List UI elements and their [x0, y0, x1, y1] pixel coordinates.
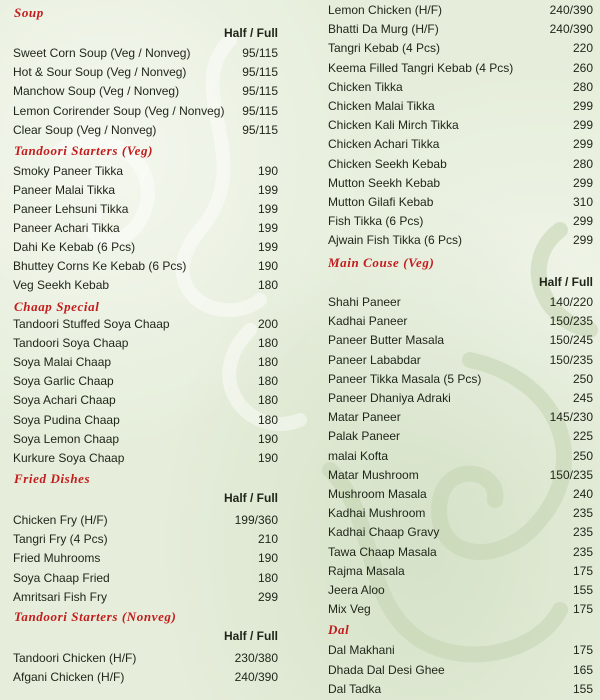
item-price: 240/390 [549, 3, 593, 17]
menu-item-lemon-chicken-h-f [318, 1, 600, 20]
item-name: Veg Seekh Kebab [13, 278, 110, 292]
item-price: 250 [572, 448, 593, 463]
menu-item-soya-chaap-fried [0, 569, 288, 588]
item-name: Soya Malai Chaap [13, 355, 112, 370]
menu-item-amritsari-fish-fry [0, 588, 288, 607]
menu-item-tawa-chaap-masala [318, 543, 600, 562]
item-name: Kurkure Soya Chaap [13, 450, 125, 465]
item-price: 180 [257, 355, 278, 370]
section-heading-tandoori-veg: Tandoori Starters (Veg) [14, 143, 154, 158]
item-name: Kadhai Paneer [328, 314, 408, 329]
item-name: Chicken Seekh Kebab [328, 156, 447, 171]
menu-item-sweet-corn-soup-veg-nonveg [0, 44, 288, 63]
menu-item-soya-malai-chaap [0, 353, 288, 372]
menu-item-veg-seekh-kebab [0, 276, 288, 295]
item-name: Rajma Masala [328, 563, 405, 578]
menu-item-bhuttey-corns-ke-kebab-6-pcs [0, 257, 288, 276]
item-price: 199 [257, 202, 278, 216]
item-price: 175 [572, 602, 593, 617]
item-name: Soya Chaap Fried [13, 570, 110, 585]
item-price: 150/235 [549, 314, 593, 329]
item-name: Paneer Achari Tikka [13, 221, 120, 235]
item-name: Ajwain Fish Tikka (6 Pcs) [328, 233, 463, 248]
item-name: Chicken Kali Mirch Tikka [328, 118, 459, 133]
menu-item-soya-garlic-chaap [0, 372, 288, 391]
item-price: 145/230 [549, 410, 593, 425]
item-name: Clear Soup (Veg / Nonveg) [13, 122, 157, 137]
menu-item-shahi-paneer [318, 293, 600, 312]
item-name: Paneer Butter Masala [328, 333, 445, 348]
item-price: 260 [572, 60, 593, 75]
menu-item-fried-muhrooms [0, 549, 288, 568]
item-price: 220 [572, 41, 593, 56]
menu-item-chicken-fry-h-f [0, 511, 288, 530]
item-price: 299 [572, 214, 593, 229]
menu-item-kadhai-paneer [318, 312, 600, 331]
item-price: 150/245 [549, 333, 593, 348]
item-name: Kadhai Chaap Gravy [328, 525, 440, 540]
item-name: Palak Paneer [328, 429, 401, 444]
item-name: Paneer Lehsuni Tikka [13, 202, 129, 216]
item-price: 200 [257, 317, 278, 331]
menu-item-matar-mushroom [318, 466, 600, 485]
menu-item-afgani-chicken-h-f [0, 668, 288, 687]
item-name: Amritsari Fish Fry [13, 589, 107, 604]
menu-item-dhada-dal-desi-ghee [318, 661, 600, 680]
item-price: 150/235 [549, 467, 593, 482]
item-price: 190 [257, 259, 278, 273]
item-price: 180 [257, 336, 278, 351]
menu-item-tandoori-soya-chaap [0, 334, 288, 353]
item-name: Dal Tadka [328, 682, 382, 697]
item-price: 180 [257, 374, 278, 389]
item-price: 190 [257, 551, 278, 566]
menu-item-mutton-gilafi-kebab [318, 193, 600, 212]
item-name: malai Kofta [328, 448, 389, 463]
item-name: Paneer Tikka Masala (5 Pcs) [328, 371, 482, 386]
item-name: Mutton Seekh Kebab [328, 175, 441, 190]
item-name: Mushroom Masala [328, 487, 427, 501]
item-price: 155 [572, 682, 593, 697]
section-heading-soup: Soup [14, 5, 44, 20]
item-name: Chicken Tikka [328, 79, 403, 94]
menu-item-tandoori-chicken-h-f [0, 649, 288, 668]
item-name: Matar Mushroom [328, 467, 419, 482]
menu-item-paneer-lababdar [318, 351, 600, 370]
menu-item-kadhai-mushroom [318, 504, 600, 523]
item-name: Lemon Chicken (H/F) [328, 3, 443, 17]
menu-item-soya-lemon-chaap [0, 430, 288, 449]
item-price: 199/360 [234, 513, 278, 527]
item-name: Chicken Malai Tikka [328, 99, 435, 113]
item-name: Bhuttey Corns Ke Kebab (6 Pcs) [13, 259, 187, 273]
item-price: 225 [572, 429, 593, 444]
item-name: Dhada Dal Desi Ghee [328, 662, 445, 677]
item-price: 190 [257, 164, 278, 178]
item-price: 299 [572, 137, 593, 152]
item-price: 240 [572, 487, 593, 501]
section-heading-fried: Fried Dishes [14, 471, 91, 486]
item-price: 245 [572, 391, 593, 405]
item-price: 180 [257, 278, 278, 292]
item-price: 199 [257, 240, 278, 254]
item-price: 310 [572, 195, 593, 209]
item-price: 140/220 [549, 295, 593, 309]
item-name: Fish Tikka (6 Pcs) [328, 214, 424, 229]
item-name: Mix Veg [328, 602, 371, 617]
item-name: Manchow Soup (Veg / Nonveg) [13, 84, 180, 99]
menu-item-dal-tadka [318, 680, 600, 699]
menu-item-hot-sour-soup-veg-nonveg [0, 63, 288, 82]
item-price: 199 [257, 183, 278, 197]
item-name: Afgani Chicken (H/F) [13, 670, 125, 684]
menu-item-paneer-achari-tikka [0, 219, 288, 238]
item-name: Keema Filled Tangri Kebab (4 Pcs) [328, 60, 514, 75]
item-price: 180 [257, 393, 278, 408]
item-name: Shahi Paneer [328, 295, 401, 309]
menu-item-clear-soup-veg-nonveg [0, 121, 288, 140]
section-heading-chaap: Chaap Special [14, 299, 100, 314]
menu-item-lemon-corirender-soup-veg-nonveg [0, 102, 288, 121]
item-name: Fried Muhrooms [13, 551, 101, 566]
item-name: Dahi Ke Kebab (6 Pcs) [13, 240, 136, 254]
item-price: 95/115 [242, 65, 278, 80]
item-price: 210 [257, 532, 278, 547]
item-price: 95/115 [242, 46, 278, 60]
menu-item-jeera-aloo [318, 581, 600, 600]
menu-item-bhatti-da-murg-h-f [318, 20, 600, 39]
menu-item-kurkure-soya-chaap [0, 449, 288, 468]
section-heading-main-veg: Main Couse (Veg) [328, 255, 435, 270]
menu-item-manchow-soup-veg-nonveg [0, 82, 288, 101]
item-price: 95/115 [242, 84, 278, 99]
item-name: Bhatti Da Murg (H/F) [328, 22, 439, 37]
item-price: 175 [572, 563, 593, 578]
item-price: 235 [572, 544, 593, 559]
item-name: Tandoori Stuffed Soya Chaap [13, 317, 170, 331]
menu-item-dahi-ke-kebab-6-pcs [0, 238, 288, 257]
menu-item-mutton-seekh-kebab [318, 174, 600, 193]
item-name: Matar Paneer [328, 410, 401, 425]
item-name: Jeera Aloo [328, 583, 385, 597]
item-name: Mutton Gilafi Kebab [328, 195, 434, 209]
item-price: 299 [572, 99, 593, 113]
item-price: 190 [257, 450, 278, 465]
item-price: 235 [572, 506, 593, 521]
menu-item-dal-makhani [318, 641, 600, 660]
item-price: 180 [257, 570, 278, 585]
menu-item-keema-filled-tangri-kebab-4-pcs [318, 59, 600, 78]
item-name: Tangri Fry (4 Pcs) [13, 532, 108, 547]
item-name: Soya Lemon Chaap [13, 431, 120, 446]
item-price: 280 [572, 156, 593, 171]
menu-item-malai-kofta [318, 447, 600, 466]
half-full-label: Half / Full [224, 26, 278, 40]
menu-item-mix-veg [318, 600, 600, 619]
item-price: 180 [257, 412, 278, 427]
item-name: Tandoori Soya Chaap [13, 336, 129, 351]
item-price: 299 [572, 233, 593, 248]
item-name: Smoky Paneer Tikka [13, 164, 124, 178]
menu-item-mushroom-masala [318, 485, 600, 504]
item-price: 95/115 [242, 103, 278, 118]
menu-item-soya-achari-chaap [0, 391, 288, 410]
half-full-label: Half / Full [224, 629, 278, 643]
item-name: Lemon Corirender Soup (Veg / Nonveg) [13, 103, 225, 118]
item-price: 299 [257, 589, 278, 604]
item-price: 199 [257, 221, 278, 235]
menu-item-chicken-kali-mirch-tikka [318, 116, 600, 135]
menu-item-paneer-lehsuni-tikka [0, 200, 288, 219]
item-name: Soya Pudina Chaap [13, 412, 120, 427]
half-full-label: Half / Full [224, 491, 278, 505]
item-price: 150/235 [549, 352, 593, 367]
item-price: 155 [572, 583, 593, 597]
item-price: 175 [572, 643, 593, 657]
item-price: 240/390 [549, 22, 593, 37]
item-name: Soya Achari Chaap [13, 393, 116, 408]
menu-item-palak-paneer [318, 427, 600, 446]
item-name: Paneer Malai Tikka [13, 183, 116, 197]
menu-item-tangri-kebab-4-pcs [318, 39, 600, 58]
menu-item-tangri-fry-4-pcs [0, 530, 288, 549]
item-price: 299 [572, 175, 593, 190]
item-name: Chicken Fry (H/F) [13, 513, 108, 527]
menu-item-tandoori-stuffed-soya-chaap [0, 315, 288, 334]
menu-item-ajwain-fish-tikka-6-pcs [318, 231, 600, 250]
menu-item-matar-paneer [318, 408, 600, 427]
item-price: 165 [572, 662, 593, 677]
section-heading-tandoori-nonveg: Tandoori Starters (Nonveg) [14, 609, 177, 624]
menu-item-fish-tikka-6-pcs [318, 212, 600, 231]
item-name: Hot & Sour Soup (Veg / Nonveg) [13, 65, 187, 80]
menu-item-paneer-dhaniya-adraki [318, 389, 600, 408]
item-name: Paneer Dhaniya Adraki [328, 391, 451, 405]
item-name: Sweet Corn Soup (Veg / Nonveg) [13, 46, 191, 60]
menu-item-smoky-paneer-tikka [0, 162, 288, 181]
item-price: 240/390 [234, 670, 278, 684]
item-name: Paneer Lababdar [328, 352, 421, 367]
menu-item-kadhai-chaap-gravy [318, 523, 600, 542]
menu-item-paneer-malai-tikka [0, 181, 288, 200]
menu-item-soya-pudina-chaap [0, 411, 288, 430]
half-full-label: Half / Full [539, 275, 593, 289]
item-name: Chicken Achari Tikka [328, 137, 440, 152]
menu-item-paneer-tikka-masala-5-pcs [318, 370, 600, 389]
menu-item-chicken-achari-tikka [318, 135, 600, 154]
item-price: 235 [572, 525, 593, 540]
item-price: 250 [572, 371, 593, 386]
item-name: Dal Makhani [328, 643, 395, 657]
item-price: 95/115 [242, 122, 278, 137]
menu-item-chicken-seekh-kebab [318, 155, 600, 174]
menu-item-chicken-tikka [318, 78, 600, 97]
item-name: Tawa Chaap Masala [328, 544, 437, 559]
menu-item-chicken-malai-tikka [318, 97, 600, 116]
item-name: Tandoori Chicken (H/F) [13, 651, 137, 665]
section-heading-dal: Dal [328, 622, 350, 637]
item-price: 280 [572, 79, 593, 94]
item-price: 299 [572, 118, 593, 133]
menu-item-rajma-masala [318, 562, 600, 581]
menu-item-paneer-butter-masala [318, 331, 600, 350]
item-price: 190 [257, 431, 278, 446]
item-price: 230/380 [234, 651, 278, 665]
item-name: Tangri Kebab (4 Pcs) [328, 41, 441, 56]
item-name: Soya Garlic Chaap [13, 374, 114, 389]
item-name: Kadhai Mushroom [328, 506, 426, 521]
